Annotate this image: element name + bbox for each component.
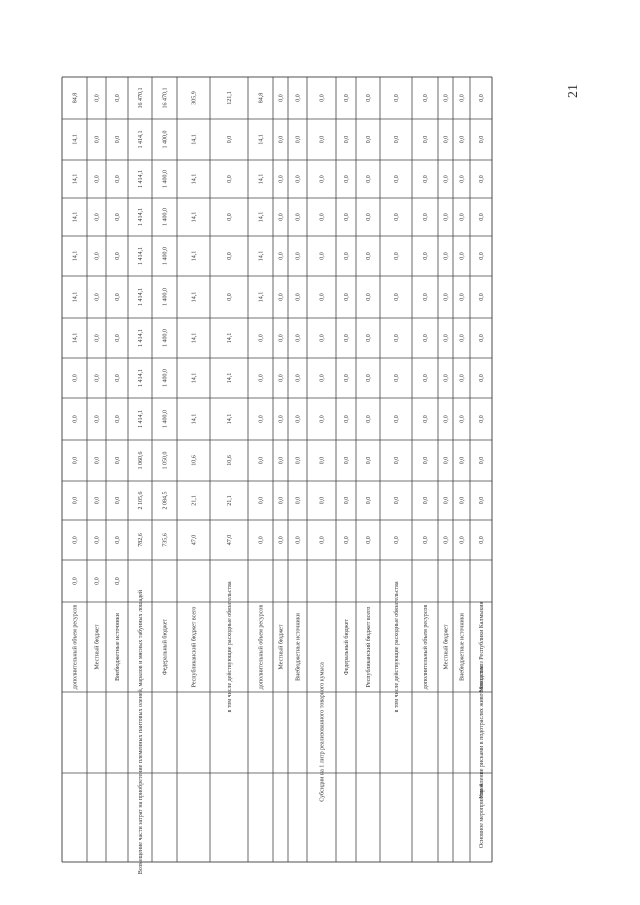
table-cell-value: 14,1	[72, 291, 79, 303]
table-cell-value: 14,1	[258, 250, 265, 262]
table-cell-value: 0,0	[366, 252, 372, 260]
table-cell-value: 0,0	[443, 213, 450, 221]
table-cell-source: в том числе действующие расходные обязательства	[227, 581, 233, 713]
table-cell-value: 0,0	[394, 135, 400, 144]
table-cell-value: 0,0	[366, 94, 372, 102]
table-cell-value: 14,1	[72, 332, 79, 344]
table-cell-value: 0,0	[295, 415, 302, 423]
table-cell-value: 0,0	[366, 496, 372, 505]
table-cell-value: 14,1	[191, 211, 198, 223]
table-cell-value: 14,1	[191, 413, 198, 425]
table-cell-value: 0,0	[366, 213, 372, 221]
table-cell-value: 0,0	[278, 213, 285, 221]
table-cell-value: 0,0	[72, 415, 79, 423]
table-cell-value: 0,0	[319, 456, 326, 465]
table-cell-value: 0,0	[479, 334, 485, 342]
table-cell-value: 0,0	[423, 334, 429, 342]
table-cell-value: 14,1	[227, 413, 233, 425]
table-cell-value: 1 400,0	[162, 369, 169, 387]
table-cell-value: 14,1	[72, 173, 79, 185]
table-cell-value: 0,0	[366, 415, 372, 423]
table-cell-value: 0,0	[423, 496, 429, 505]
table-cell-value: 0,0	[459, 213, 466, 221]
table-cell-source: Республиканский бюджет всего	[191, 606, 198, 688]
table-cell-value: 0,0	[479, 94, 485, 102]
table-cell-value: 14,1	[191, 372, 198, 384]
table-cell-value: 14,1	[72, 250, 79, 262]
table-cell-value: 14,1	[191, 134, 198, 145]
table-cell-value: 0,0	[394, 94, 400, 102]
table-cell-value: 0,0	[394, 334, 400, 342]
table-cell-value: 0,0	[258, 334, 265, 342]
table-cell-value: 0,0	[115, 415, 121, 423]
table-cell-value: 0,0	[319, 536, 326, 544]
table-cell-value: 10,6	[191, 455, 198, 466]
table-cell-value: 0,0	[423, 374, 429, 382]
table-cell-value: 0,0	[319, 252, 326, 260]
table-cell-value: 0,0	[344, 496, 350, 505]
table-cell-value: 21,1	[227, 495, 233, 506]
table-cell-value: 0,0	[459, 94, 466, 102]
table-cell-value: 0,0	[227, 175, 233, 183]
table-cell-value: 0,0	[94, 496, 101, 505]
table-cell-value: 1 400,0	[162, 208, 169, 226]
table-cell-value: 0,0	[479, 536, 485, 544]
table-cell-value: 0,0	[115, 213, 121, 221]
table-cell-value: 0,0	[295, 374, 302, 382]
table-cell-value: 0,0	[319, 374, 326, 382]
table-cell-value: 0,0	[115, 334, 121, 342]
table-cell-value: 21,1	[191, 495, 198, 506]
table-cell-value: 0,0	[459, 175, 466, 183]
table-cell-value: 0,0	[258, 496, 265, 505]
table-cell-value: 1 400,0	[162, 130, 169, 149]
table-cell-value: 0,0	[479, 293, 485, 301]
table-cell-value: 0,0	[295, 213, 302, 221]
table-cell-value: 0,0	[94, 536, 101, 544]
table-cell-value: 0,0	[443, 334, 450, 342]
table-cell-value: 0,0	[443, 415, 450, 423]
table-cell-value: 2 084,5	[162, 491, 169, 510]
table-cell-value: 0,0	[459, 374, 466, 382]
table-cell-value: 0,0	[319, 293, 326, 301]
table-cell-source: Местный бюджет	[94, 624, 101, 670]
table-cell-value: 0,0	[443, 456, 450, 465]
table-cell-value: 0,0	[459, 536, 466, 544]
table-cell-value: 0,0	[459, 293, 466, 301]
table-cell-value: 0,0	[394, 213, 400, 221]
table-cell-value: 0,0	[423, 94, 429, 102]
table-cell-value: 0,0	[394, 496, 400, 505]
table-cell-value: 0,0	[258, 456, 265, 465]
table-cell-value: 0,0	[459, 334, 466, 342]
table-cell-value: 0,0	[366, 536, 372, 544]
table-cell-value: 0,0	[94, 252, 101, 260]
table-cell-value: 0,0	[295, 456, 302, 465]
table-cell-value: 1 400,0	[162, 410, 169, 428]
table-cell-value: 0,0	[94, 175, 101, 183]
table-cell-value: 47,0	[227, 534, 233, 546]
table-cell-value: 1 400,0	[162, 288, 169, 306]
table-cell-value: 0,0	[344, 135, 350, 144]
table-cell-value: 0,0	[295, 334, 302, 342]
table-cell-value: 0,0	[295, 94, 302, 102]
table-cell-value: 0,0	[278, 175, 285, 183]
table-cell-value: 14,1	[191, 332, 198, 344]
table-cell-value: 10,6	[227, 455, 233, 466]
table-cell-value: 0,0	[423, 252, 429, 260]
table-cell-value: 0,0	[278, 252, 285, 260]
table-cell-value: 0,0	[443, 135, 450, 144]
table-cell-value: 0,0	[115, 374, 121, 382]
table-cell-value: 0,0	[278, 536, 285, 544]
table-cell-value: 14,1	[258, 211, 265, 223]
table-cell-value: 14,1	[227, 372, 233, 384]
table-cell-value: 14,1	[191, 291, 198, 303]
table-cell-value: 0,0	[443, 175, 450, 183]
table-cell-value: 1 050,0	[162, 451, 169, 470]
table-cell-value: 0,0	[366, 334, 372, 342]
table-cell-measure: Субсидии на 1 литр реализованного товарного кумыса	[319, 662, 326, 802]
table-cell-value: 0,0	[344, 213, 350, 221]
table-cell-source: Минсельхоз Республики Калмыкия	[479, 601, 485, 693]
table-cell-value: 0,0	[115, 135, 121, 144]
table-cell-measure: Управление рисками в подотраслях животноводства	[479, 665, 485, 799]
table-cell-source: дополнительный объем ресурсов	[423, 604, 429, 690]
table-cell-value: 0,0	[319, 496, 326, 505]
table-cell-source: Внебюджетные источники	[115, 613, 121, 681]
table-cell-value: 0,0	[319, 94, 326, 102]
table-cell-value: 0,0	[479, 213, 485, 221]
table-cell-value: 0,0	[479, 175, 485, 183]
table-cell-value: 1 414,1	[138, 369, 144, 387]
table-cell-value: 0,0	[459, 135, 466, 144]
table-cell-value: 0,0	[278, 415, 285, 423]
table-cell-value: 0,0	[94, 94, 101, 102]
table-cell-value: 0,0	[443, 252, 450, 260]
table-cell-value: 84,8	[72, 92, 79, 104]
table-cell-value: 0,0	[459, 456, 466, 465]
table-cell-value: 1 060,6	[138, 451, 144, 470]
table-cell-value: 0,0	[115, 496, 121, 505]
table-cell-source: Местный бюджет	[443, 624, 450, 670]
table-cell-value: 0,0	[366, 135, 372, 144]
table-cell-value: 0,0	[366, 374, 372, 382]
table-cell-value: 0,0	[344, 94, 350, 102]
table-cell-value: 0,0	[72, 456, 79, 465]
table-cell-value: 0,0	[72, 577, 79, 585]
table-cell-value: 47,0	[191, 534, 198, 546]
table-cell-value: 0,0	[72, 496, 79, 505]
table-cell-value: 0,0	[479, 496, 485, 505]
table-cell-value: 0,0	[479, 456, 485, 465]
table-cell-value: 0,0	[344, 374, 350, 382]
table-cell-value: 0,0	[115, 536, 121, 544]
table-cell-value: 0,0	[278, 374, 285, 382]
table-cell-value: 0,0	[258, 374, 265, 382]
table-cell-value: 1 414,1	[138, 247, 144, 265]
table-cell-event: Основное мероприятие 4	[479, 783, 485, 849]
table-cell-value: 0,0	[278, 334, 285, 342]
table-cell-value: 0,0	[72, 374, 79, 382]
table-cell-value: 0,0	[423, 293, 429, 301]
table-cell-value: 0,0	[227, 135, 233, 144]
table-cell-value: 0,0	[94, 135, 101, 144]
page-number: 21	[566, 84, 581, 98]
table-cell-value: 0,0	[443, 496, 450, 505]
table-cell-value: 0,0	[394, 456, 400, 465]
table-cell-value: 0,0	[366, 293, 372, 301]
table-cell-value: 0,0	[423, 135, 429, 144]
table-cell-source: Внебюджетные источники	[295, 613, 302, 681]
table-cell-value: 0,0	[394, 536, 400, 544]
table-cell-value: 0,0	[443, 536, 450, 544]
table-cell-value: 0,0	[423, 456, 429, 465]
table-cell-source: Местный бюджет	[278, 624, 285, 670]
table-cell-value: 0,0	[94, 334, 101, 342]
table-cell-value: 0,0	[344, 175, 350, 183]
table-cell-value: 0,0	[366, 175, 372, 183]
table-cell-value: 0,0	[295, 175, 302, 183]
table-cell-value: 1 414,1	[138, 130, 144, 149]
table-cell-value: 0,0	[94, 415, 101, 423]
table-cell-value: 14,1	[191, 250, 198, 262]
table-cell-value: 0,0	[394, 175, 400, 183]
table-cell-value: 0,0	[443, 374, 450, 382]
table-cell-value: 1 400,0	[162, 170, 169, 188]
table-cell-value: 14,1	[258, 134, 265, 145]
table-cell-value: 0,0	[394, 415, 400, 423]
table-cell-value: 0,0	[344, 293, 350, 301]
table-cell-value: 0,0	[94, 456, 101, 465]
table-cell-value: 0,0	[115, 577, 121, 585]
table-cell-value: 0,0	[459, 496, 466, 505]
table-cell-value: 14,1	[258, 291, 265, 303]
table-cell-value: 0,0	[459, 252, 466, 260]
table-cell-value: 0,0	[94, 213, 101, 221]
table-cell-value: 14,1	[258, 173, 265, 185]
table-cell-value: 0,0	[344, 252, 350, 260]
table-cell-value: 0,0	[394, 252, 400, 260]
table-cell-value: 0,0	[115, 456, 121, 465]
table-cell-source: в том числе действующие расходные обязательства	[394, 581, 400, 713]
table-cell-value: 0,0	[423, 175, 429, 183]
table-cell-value: 0,0	[295, 293, 302, 301]
table-cell-source: Федеральный бюджет	[344, 618, 350, 676]
table-cell-value: 0,0	[278, 293, 285, 301]
table-cell-value: 0,0	[258, 536, 265, 544]
table-cell-value: 0,0	[115, 293, 121, 301]
table-cell-value: 0,0	[227, 293, 233, 301]
table-cell-value: 0,0	[94, 577, 101, 585]
table-cell-value: 0,0	[278, 94, 285, 102]
table-cell-value: 0,0	[94, 293, 101, 301]
table-cell-value: 0,0	[394, 293, 400, 301]
table-cell-value: 2 105,6	[138, 491, 144, 510]
table-cell-value: 0,0	[258, 415, 265, 423]
table-cell-value: 0,0	[423, 213, 429, 221]
table-cell-value: 1 414,1	[138, 410, 144, 428]
table-cell-value: 0,0	[227, 213, 233, 221]
table-cell-value: 14,1	[191, 173, 198, 185]
table-cell-source: дополнительный объем ресурсов	[258, 604, 265, 690]
table-cell-value: 16 470,1	[162, 87, 169, 109]
table-cell-source: Федеральный бюджет	[162, 618, 169, 676]
table-cell-value: 0,0	[295, 496, 302, 505]
table-cell-value: 0,0	[278, 456, 285, 465]
table-cell-value: 16 470,1	[138, 87, 144, 109]
table-cell-source: Республиканский бюджет всего	[366, 606, 372, 688]
table-cell-value: 0,0	[366, 456, 372, 465]
table-cell-measure: Возмещение части затрат на приобретение племенных пантовых оленей, маралов и мясных табунных лошадей	[138, 589, 144, 875]
table-cell-value: 1 414,1	[138, 288, 144, 306]
table-cell-value: 0,0	[72, 536, 79, 544]
table-cell-value: 14,1	[227, 332, 233, 344]
table-cell-value: 0,0	[443, 293, 450, 301]
table-cell-value: 0,0	[344, 536, 350, 544]
table-cell-value: 0,0	[319, 175, 326, 183]
table-cell-value: 0,0	[319, 415, 326, 423]
table-cell-value: 1 414,1	[138, 208, 144, 226]
table-cell-value: 0,0	[479, 135, 485, 144]
table-cell-source: дополнительный объем ресурсов	[72, 604, 79, 690]
table-cell-value: 84,8	[258, 92, 265, 104]
table-cell-value: 0,0	[443, 94, 450, 102]
table-cell-value: 1 414,1	[138, 329, 144, 347]
table-cell-value: 0,0	[115, 175, 121, 183]
table-cell-value: 0,0	[459, 415, 466, 423]
table-cell-value: 782,6	[138, 533, 144, 547]
table-cell-value: 0,0	[344, 415, 350, 423]
table-cell-value: 0,0	[423, 415, 429, 423]
table-cell-value: 0,0	[115, 252, 121, 260]
table-cell-value: 0,0	[394, 374, 400, 382]
table-cell-value: 0,0	[344, 456, 350, 465]
table-cell-value: 0,0	[295, 536, 302, 544]
table-cell-value: 0,0	[319, 213, 326, 221]
table-cell-value: 0,0	[423, 536, 429, 544]
table-cell-value: 14,1	[72, 134, 79, 145]
table-cell-value: 0,0	[115, 94, 121, 102]
table-cell-value: 0,0	[295, 252, 302, 260]
table-cell-value: 1 400,0	[162, 247, 169, 265]
table-cell-value: 735,6	[162, 533, 169, 547]
table-cell-value: 0,0	[344, 334, 350, 342]
table-cell-value: 0,0	[295, 135, 302, 144]
table-cell-value: 0,0	[479, 415, 485, 423]
table-cell-value: 0,0	[94, 374, 101, 382]
table-cell-value: 0,0	[319, 135, 326, 144]
table-cell-value: 1 414,1	[138, 170, 144, 188]
table-cell-value: 121,1	[227, 91, 233, 105]
table-cell-value: 0,0	[319, 334, 326, 342]
table-cell-value: 0,0	[278, 135, 285, 144]
table-cell-value: 1 400,0	[162, 329, 169, 347]
table-cell-value: 305,9	[191, 91, 198, 105]
table-cell-value: 0,0	[479, 374, 485, 382]
table-cell-value: 0,0	[278, 496, 285, 505]
table-cell-value: 0,0	[479, 252, 485, 260]
table-cell-value: 0,0	[227, 252, 233, 260]
table-cell-value: 14,1	[72, 211, 79, 223]
table-cell-source: Внебюджетные источники	[459, 613, 466, 681]
